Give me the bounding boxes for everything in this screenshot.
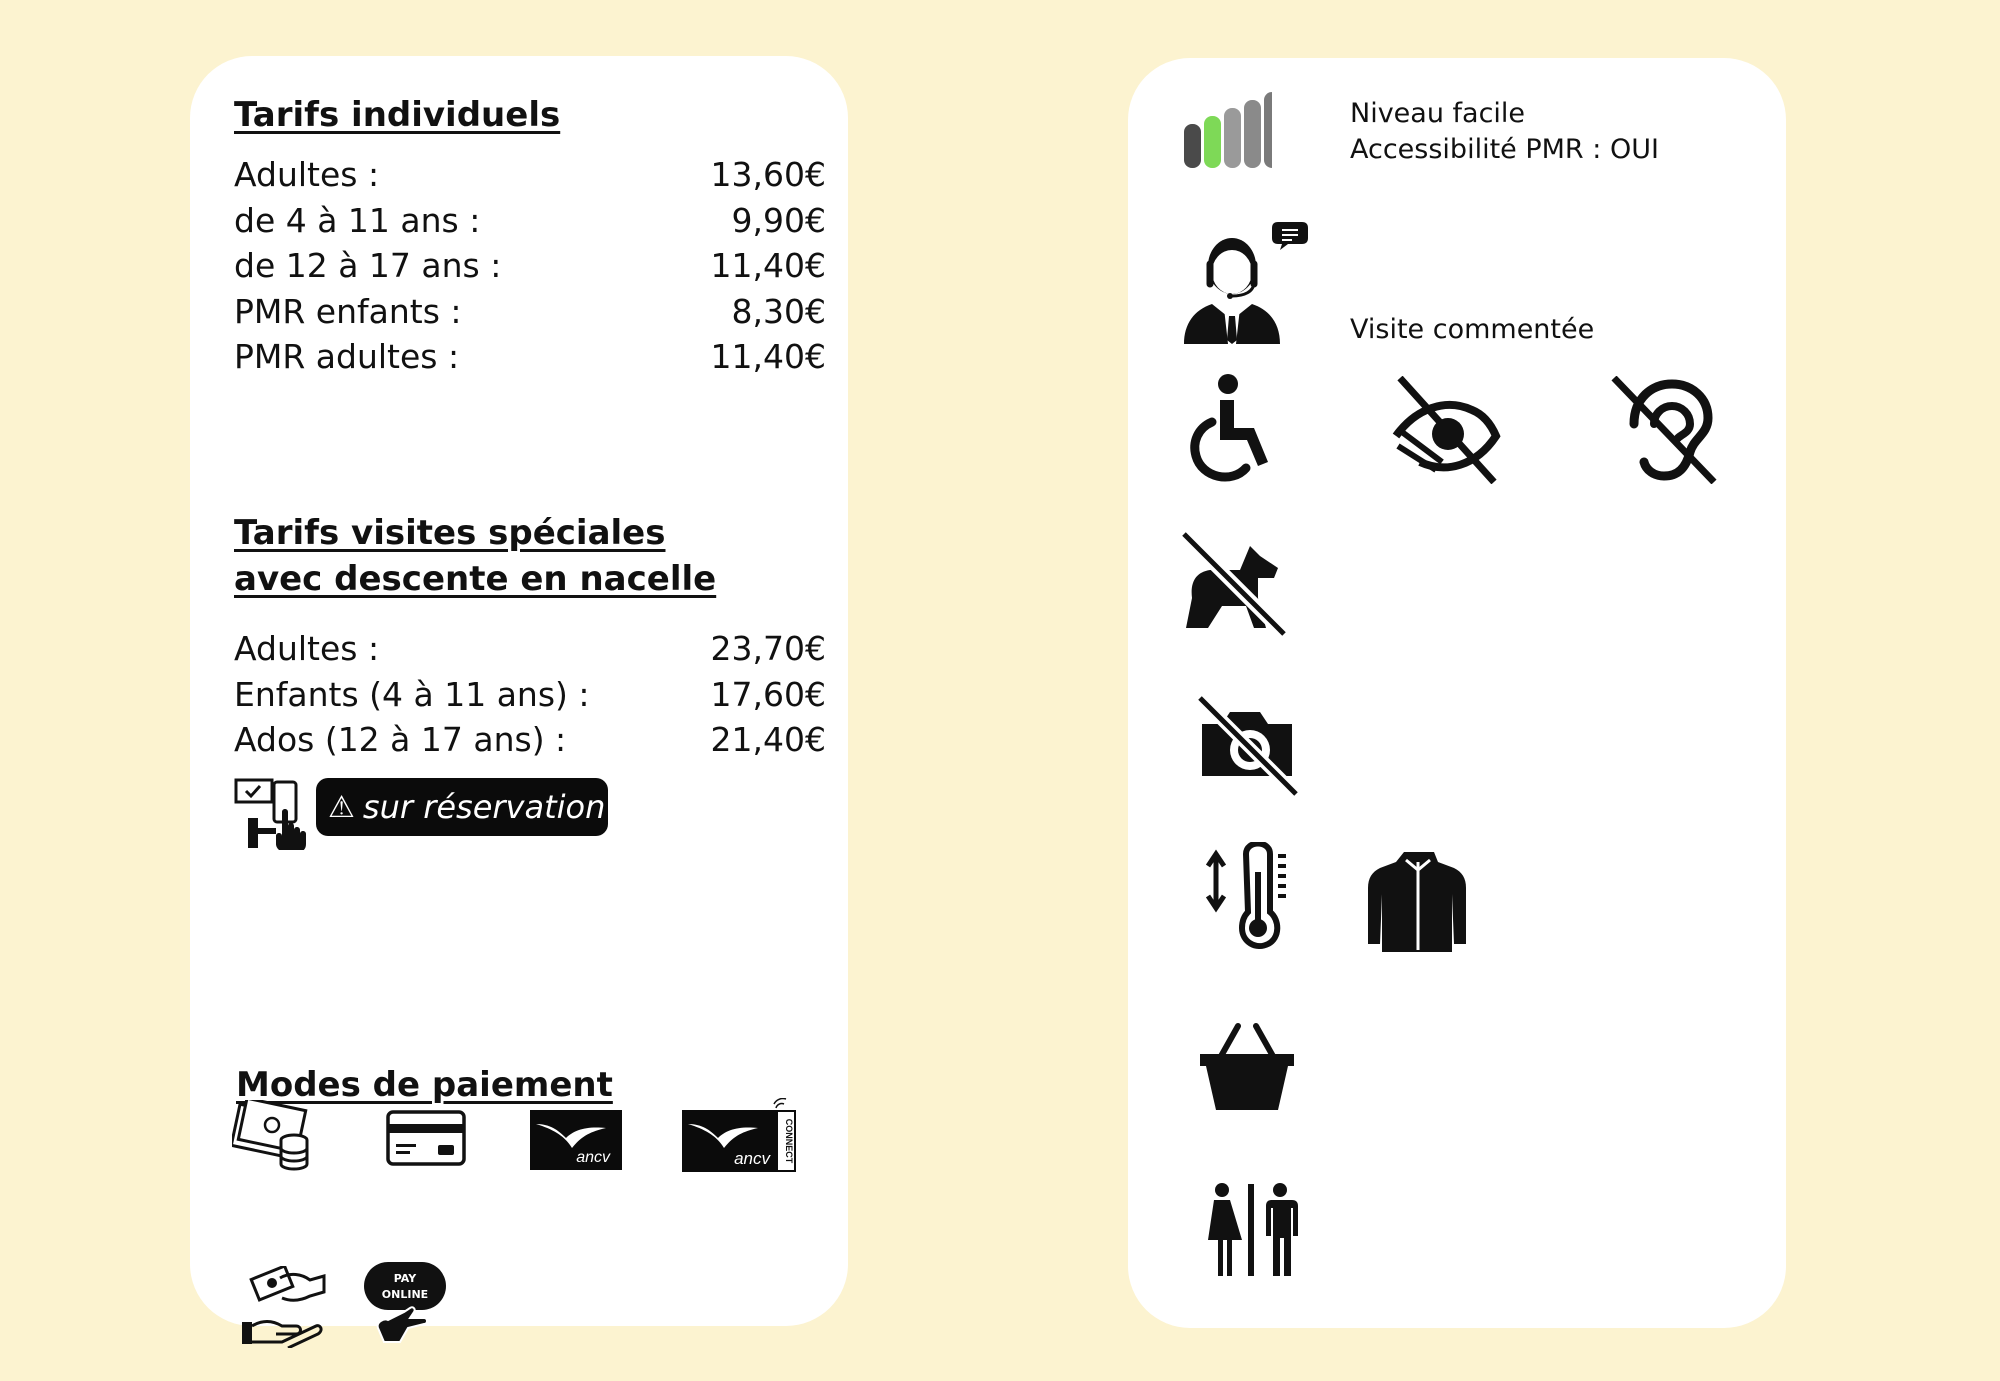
warning-icon: ⚠	[328, 789, 355, 825]
shop-basket-icon	[1198, 1022, 1296, 1112]
no-photo-icon	[1196, 694, 1300, 798]
price-value: 23,70€	[710, 629, 826, 668]
accessibility-label: Accessibilité PMR : OUI	[1350, 134, 1659, 165]
pay-online-line2: ONLINE	[381, 1288, 429, 1301]
ancv-icon	[530, 1110, 622, 1170]
tarifs-individuels-list	[234, 152, 826, 380]
paiement-heading: Modes de paiement	[236, 1065, 613, 1105]
difficulty-bar	[1264, 92, 1272, 168]
price-value: 17,60€	[710, 674, 826, 714]
price-value: 8,30€	[731, 291, 826, 331]
price-value: 21,40€	[710, 720, 826, 759]
price-label: Ados (12 à 17 ans) :	[234, 720, 567, 759]
difficulty-bar	[1224, 108, 1241, 168]
pay-online-icon	[360, 1260, 450, 1346]
price-row	[234, 289, 826, 335]
guided-tour-label: Visite commentée	[1350, 314, 1595, 345]
tarifs-speciales-heading	[234, 510, 716, 602]
tarifs-individuels-heading: Tarifs individuels	[234, 95, 561, 135]
price-row	[234, 334, 826, 380]
connect-label: CONNECT	[784, 1118, 794, 1164]
price-label: PMR enfants :	[234, 291, 462, 331]
pricing-card	[190, 56, 848, 1326]
price-value: 13,60€	[710, 155, 826, 194]
price-row	[234, 717, 826, 763]
tour-guide-icon	[1182, 220, 1308, 344]
price-label: de 4 à 11 ans :	[234, 200, 481, 240]
toilets-icon	[1200, 1182, 1302, 1278]
reservation-badge-label: sur réservation	[362, 788, 606, 826]
ancv-connect-icon	[682, 1098, 796, 1172]
difficulty-bar	[1244, 100, 1261, 168]
temperature-icon	[1202, 842, 1304, 952]
pay-online-line1: PAY	[393, 1272, 417, 1285]
difficulty-level-icon	[1182, 92, 1272, 170]
tarifs-speciales-heading-line1: Tarifs visites spéciales	[234, 513, 666, 553]
tarifs-speciales-list	[234, 626, 826, 763]
cash-icon	[232, 1100, 322, 1180]
price-label: de 12 à 17 ans :	[234, 246, 502, 285]
hand-payment-icon	[240, 1266, 326, 1348]
ancv-label: ancv	[576, 1149, 610, 1166]
price-label: Enfants (4 à 11 ans) :	[234, 674, 590, 714]
price-label: Adultes :	[234, 155, 380, 194]
online-booking-icon	[234, 778, 312, 850]
price-row	[234, 243, 826, 289]
credit-card-icon	[386, 1110, 466, 1166]
price-row	[234, 152, 826, 198]
price-row	[234, 672, 826, 718]
reservation-badge	[316, 778, 608, 836]
difficulty-bars	[1182, 92, 1272, 170]
info-card	[1128, 58, 1786, 1328]
difficulty-bar	[1204, 116, 1221, 168]
price-value: 11,40€	[710, 337, 826, 376]
no-visual-impairment-icon	[1390, 376, 1502, 484]
price-value: 9,90€	[731, 200, 826, 240]
difficulty-bar	[1184, 124, 1201, 168]
price-row	[234, 626, 826, 672]
price-value: 11,40€	[710, 246, 826, 285]
price-label: PMR adultes :	[234, 337, 460, 376]
difficulty-label: Niveau facile	[1350, 98, 1526, 129]
ancv-connect-label: ancv	[734, 1149, 770, 1168]
wheelchair-icon	[1188, 374, 1280, 484]
tarifs-speciales-heading-line2: avec descente en nacelle	[234, 559, 717, 599]
no-dogs-icon	[1182, 532, 1286, 636]
price-row	[234, 198, 826, 244]
no-hearing-impairment-icon	[1606, 376, 1718, 484]
price-label: Adultes :	[234, 629, 380, 668]
jacket-icon	[1368, 848, 1470, 952]
